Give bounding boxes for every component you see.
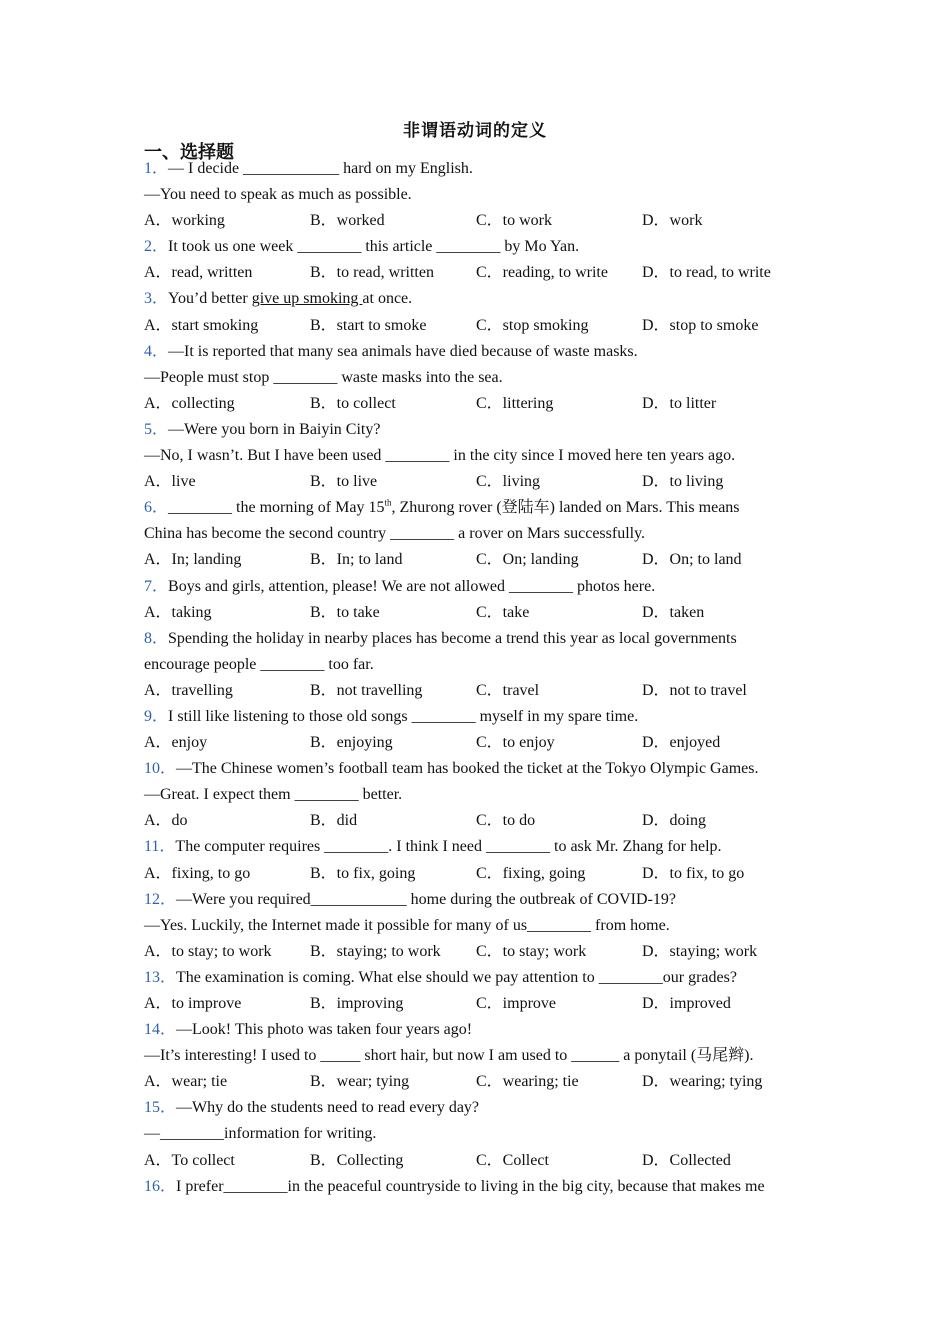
answer-option: D．On; to land (642, 551, 742, 569)
question-text: —________information for writing. (144, 1125, 377, 1143)
question-item (144, 156, 804, 234)
question-number: 15． (144, 1099, 177, 1117)
question-item (144, 417, 804, 495)
answer-option: A．To collect (144, 1151, 235, 1169)
answer-option: D．to litter (642, 394, 717, 412)
question-text: —People must stop ________ waste masks into the sea. (144, 368, 503, 386)
answer-option: D．to living (642, 473, 724, 491)
question-line (144, 495, 804, 521)
question-number: 14． (144, 1021, 177, 1039)
answer-options (144, 547, 804, 573)
answer-option: B．staying; to work (310, 942, 441, 960)
answer-option: D．enjoyed (642, 734, 721, 752)
question-line (144, 913, 804, 939)
answer-options (144, 939, 804, 965)
answer-options (144, 469, 804, 495)
question-item (144, 1095, 804, 1173)
question-line (144, 417, 804, 443)
answer-options (144, 208, 804, 234)
answer-option: D．stop to smoke (642, 316, 759, 334)
answer-option: D．doing (642, 812, 707, 830)
answer-option: A．do (144, 812, 188, 830)
question-line (144, 965, 804, 991)
answer-option: B．Collecting (310, 1151, 404, 1169)
question-line (144, 756, 804, 782)
question-item (144, 574, 804, 626)
answer-option: B．to read, written (310, 264, 434, 282)
question-line (144, 782, 804, 808)
question-line (144, 156, 804, 182)
answer-option: C．to enjoy (476, 734, 555, 752)
question-text: It took us one week ________ this article ________ by Mo Yan. (168, 238, 580, 256)
question-text: encourage people ________ too far. (144, 655, 374, 673)
question-line (144, 652, 804, 678)
answer-option: C．stop smoking (476, 316, 589, 334)
question-line (144, 834, 804, 860)
answer-option: A．start smoking (144, 316, 259, 334)
answer-option: B．did (310, 812, 358, 830)
question-number: 7． (144, 577, 169, 595)
question-line (144, 339, 804, 365)
answer-option: D．to fix, to go (642, 864, 745, 882)
answer-option: A．collecting (144, 394, 235, 412)
question-text: —It is reported that many sea animals have died because of waste masks. (168, 342, 638, 360)
question-item (144, 704, 804, 756)
answer-option: C．to work (476, 212, 553, 230)
answer-option: B．worked (310, 212, 385, 230)
question-line (144, 286, 804, 312)
answer-option: A．travelling (144, 681, 233, 699)
question-line (144, 1095, 804, 1121)
answer-options (144, 1148, 804, 1174)
answer-options (144, 1069, 804, 1095)
answer-option: D．work (642, 212, 703, 230)
question-item (144, 495, 804, 573)
answer-option: C．fixing, going (476, 864, 586, 882)
answer-option: C．to do (476, 812, 536, 830)
answer-option: A．fixing, to go (144, 864, 251, 882)
question-item (144, 965, 804, 1017)
question-line (144, 1121, 804, 1147)
answer-option: D．taken (642, 603, 705, 621)
question-text: —Were you born in Baiyin City? (168, 420, 381, 438)
answer-option: C．On; landing (476, 551, 579, 569)
question-text: Spending the holiday in nearby places has become a trend this year as local governments (168, 629, 737, 647)
question-text: —No, I wasn’t. But I have been used ________ in the city since I moved here ten years ago. (144, 447, 736, 465)
question-number: 1． (144, 160, 169, 177)
section-heading: 一、选择题 (144, 142, 234, 163)
answer-option: B．improving (310, 995, 404, 1012)
answer-option: B．to fix, going (310, 864, 416, 882)
question-line (144, 1017, 804, 1043)
question-item (144, 1017, 804, 1095)
question-number: 5． (144, 420, 169, 438)
answer-option: D．wearing; tying (642, 1073, 763, 1091)
answer-options (144, 600, 804, 626)
answer-option: B．to collect (310, 394, 396, 412)
question-item (144, 887, 804, 965)
answer-options (144, 678, 804, 704)
question-item (144, 1174, 804, 1200)
question-number: 9． (144, 707, 169, 725)
answer-option: C．to stay; work (476, 942, 587, 960)
answer-option: C．Collect (476, 1151, 549, 1169)
question-text: ________ the morning of May 15 (168, 499, 385, 517)
question-item (144, 626, 804, 704)
question-text: at once. (362, 290, 413, 308)
question-text: —Look! This photo was taken four years ago! (176, 1021, 473, 1039)
answer-option: B．In; to land (310, 551, 403, 569)
question-line (144, 1043, 804, 1069)
question-number: 6． (144, 499, 169, 517)
question-line (144, 521, 804, 547)
document-title: 非谓语动词的定义 (403, 121, 547, 141)
question-line (144, 1174, 804, 1200)
answer-option: C．living (476, 473, 541, 491)
question-line (144, 443, 804, 469)
answer-option: B．to live (310, 473, 378, 491)
question-line (144, 574, 804, 600)
question-line (144, 234, 804, 260)
question-text: The computer requires ________. I think I need ________ to ask Mr. Zhang for help. (175, 838, 722, 856)
answer-options (144, 730, 804, 756)
question-number: 12． (144, 890, 177, 908)
answer-option: C．improve (476, 995, 556, 1012)
question-text: I prefer________in the peaceful countryside to living in the big city, because that makes me (176, 1177, 765, 1195)
answer-option: B．enjoying (310, 734, 393, 752)
question-item (144, 834, 804, 886)
question-text: China has become the second country ________ a rover on Mars successfully. (144, 525, 646, 543)
answer-option: A．wear; tie (144, 1073, 228, 1091)
answer-option: B．start to smoke (310, 316, 427, 334)
question-item (144, 234, 804, 286)
question-text: —You need to speak as much as possible. (144, 186, 412, 204)
answer-option: A．to stay; to work (144, 942, 272, 960)
answer-option: C．littering (476, 394, 554, 412)
answer-options (144, 991, 804, 1017)
answer-option: C．wearing; tie (476, 1073, 579, 1091)
answer-option: C．take (476, 603, 530, 621)
question-line (144, 626, 804, 652)
question-number: 13． (144, 968, 177, 986)
answer-option: D．to read, to write (642, 264, 771, 282)
answer-option: A．In; landing (144, 551, 242, 569)
answer-option: B．to take (310, 603, 380, 621)
question-text: — I decide ____________ hard on my English. (168, 160, 473, 177)
answer-option: B．not travelling (310, 681, 423, 699)
question-text: —Why do the students need to read every day? (176, 1099, 480, 1117)
question-number: 2． (144, 238, 169, 256)
answer-options (144, 808, 804, 834)
question-text: I still like listening to those old songs ________ myself in my spare time. (168, 707, 639, 725)
question-item (144, 756, 804, 834)
answer-option: C．travel (476, 681, 540, 699)
question-number: 8． (144, 629, 169, 647)
answer-options (144, 861, 804, 887)
answer-option: D．not to travel (642, 681, 747, 699)
answer-option: A．to improve (144, 995, 242, 1012)
question-list (144, 156, 804, 1200)
answer-option: D．Collected (642, 1151, 731, 1169)
answer-options (144, 260, 804, 286)
question-text: —Yes. Luckily, the Internet made it possible for many of us________ from home. (144, 916, 670, 934)
question-text: Boys and girls, attention, please! We are not allowed ________ photos here. (168, 577, 656, 595)
question-text: You’d better (168, 290, 252, 308)
underlined-phrase: give up smoking (251, 290, 363, 308)
question-number: 10． (144, 760, 177, 778)
question-line (144, 704, 804, 730)
question-line (144, 365, 804, 391)
question-number: 4． (144, 342, 169, 360)
answer-option: C．reading, to write (476, 264, 608, 282)
answer-options (144, 313, 804, 339)
question-item (144, 286, 804, 338)
question-line (144, 887, 804, 913)
answer-option: D．staying; work (642, 942, 758, 960)
question-text: —It’s interesting! I used to _____ short hair, but now I am used to ______ a ponytail (马尾辫). (144, 1047, 754, 1065)
question-text: —Were you required____________ home during the outbreak of COVID-19? (176, 890, 676, 908)
question-number: 3． (144, 290, 169, 308)
question-line (144, 182, 804, 208)
answer-option: A．enjoy (144, 734, 208, 752)
question-item (144, 339, 804, 417)
answer-option: D．improved (642, 995, 731, 1012)
answer-options (144, 391, 804, 417)
answer-option: A．live (144, 473, 196, 491)
question-text: —The Chinese women’s football team has booked the ticket at the Tokyo Olympic Games. (176, 760, 759, 778)
question-text: The examination is coming. What else should we pay attention to ________our grades? (176, 968, 737, 986)
superscript: th (384, 497, 392, 508)
answer-option: A．read, written (144, 264, 253, 282)
answer-option: B．wear; tying (310, 1073, 410, 1091)
question-number: 16． (144, 1177, 177, 1195)
question-text: —Great. I expect them ________ better. (144, 786, 403, 804)
answer-option: A．working (144, 212, 225, 230)
answer-option: A．taking (144, 603, 212, 621)
question-number: 11． (144, 838, 176, 856)
question-text: , Zhurong rover (登陆车) landed on Mars. This means (391, 499, 740, 517)
